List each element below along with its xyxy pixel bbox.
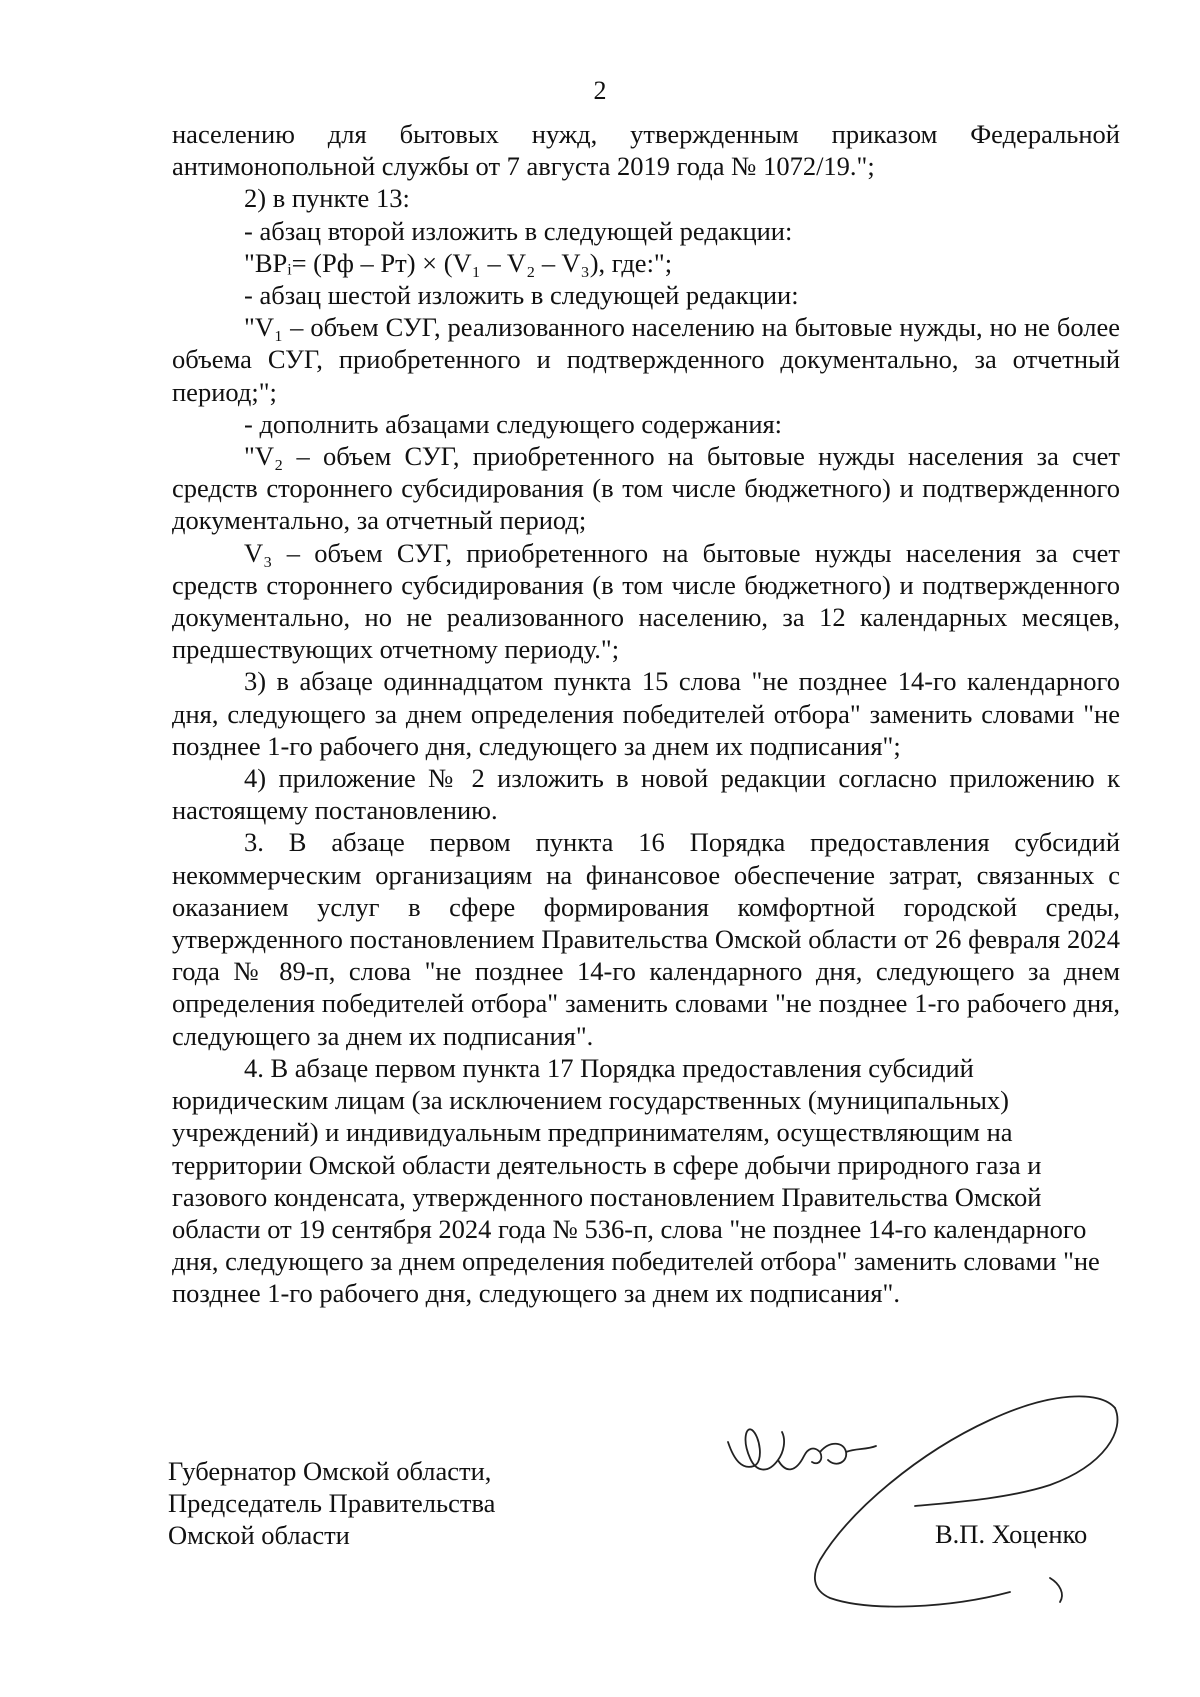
paragraph: - дополнить абзацами следующего содержания: bbox=[244, 408, 783, 439]
signatory-name: В.П. Хоценко bbox=[935, 1519, 1088, 1549]
paragraph: 3. В абзаце первом пункта 16 Порядка предоставления субсидий некоммерческим организациям на финансовое обеспечение затрат, связанных с оказанием услуг в сфере формирования комфортной городской среды, утвержденного постановлением Правительства Омской области от 26 февраля 2024 года № 89-п, слова "не позднее 14-го календарного дня, следующего за днем определения победителей отбора" заменить словами "не позднее 1-го рабочего дня, следующего за днем их подписания". bbox=[172, 827, 1120, 1051]
page-number: 2 bbox=[593, 76, 607, 105]
signatory-title-line: Омской области bbox=[168, 1520, 350, 1550]
signatory-title-line: Губернатор Омской области, bbox=[168, 1456, 492, 1486]
handwritten-signature bbox=[720, 1380, 1140, 1610]
paragraph: 4. В абзаце первом пункта 17 Порядка предоставления субсидий юридическим лицам (за исключением государственных (муниципальных) учреждений) и индивидуальным предпринимателям, осуществляющим на территории Омской области деятельность в сфере добычи природного газа и газового конденсата, утвержденного постановлением Правительства Омской области от 19 сентября 2024 года № 536-п, слова "не позднее 14-го календарного дня, следующего за днем определения победителей отбора" заменить словами "не позднее 1-го рабочего дня, следующего за днем их подписания". bbox=[172, 1052, 1100, 1309]
formula-paragraph: "ВРᵢ= (Рф – Рт) × (V₁ – V₂ – V₃), где:"; bbox=[244, 247, 673, 278]
paragraph: - абзац шестой изложить в следующей редакции: bbox=[244, 280, 799, 311]
paragraph: 2) в пункте 13: bbox=[244, 183, 410, 214]
paragraph: "V₁ – объем СУГ, реализованного населению на бытовые нужды, но не более объема СУГ, приобретенного и подтвержденного документально, за отчетный период;"; bbox=[172, 312, 1120, 407]
paragraph: "V₂ – объем СУГ, приобретенного на бытовые нужды населения за счет средств стороннего субсидирования (в том числе бюджетного) и подтвержденного документально, за отчетный период; bbox=[172, 441, 1120, 536]
paragraph: - абзац второй изложить в следующей редакции: bbox=[244, 215, 793, 246]
signatory-title-line: Председатель Правительства bbox=[168, 1488, 496, 1518]
document-body bbox=[172, 118, 1120, 1310]
paragraph: населению для бытовых нужд, утвержденным приказом Федеральной антимонопольной службы от 7 августа 2019 года № 1072/19."; bbox=[172, 119, 1120, 182]
paragraph: 4) приложение № 2 изложить в новой редакции согласно приложению к настоящему постановлению. bbox=[172, 763, 1120, 826]
paragraph: 3) в абзаце одиннадцатом пункта 15 слова "не позднее 14-го календарного дня, следующего за днем определения победителей отбора" заменить словами "не позднее 1-го рабочего дня, следующего за днем их подписания"; bbox=[172, 666, 1120, 761]
paragraph: V₃ – объем СУГ, приобретенного на бытовые нужды населения за счет средств стороннего субсидирования (в том числе бюджетного) и подтвержденного документально, но не реализованного населению, за 12 календарных месяцев, предшествующих отчетному периоду."; bbox=[172, 537, 1120, 665]
signatory-title bbox=[168, 1455, 495, 1551]
